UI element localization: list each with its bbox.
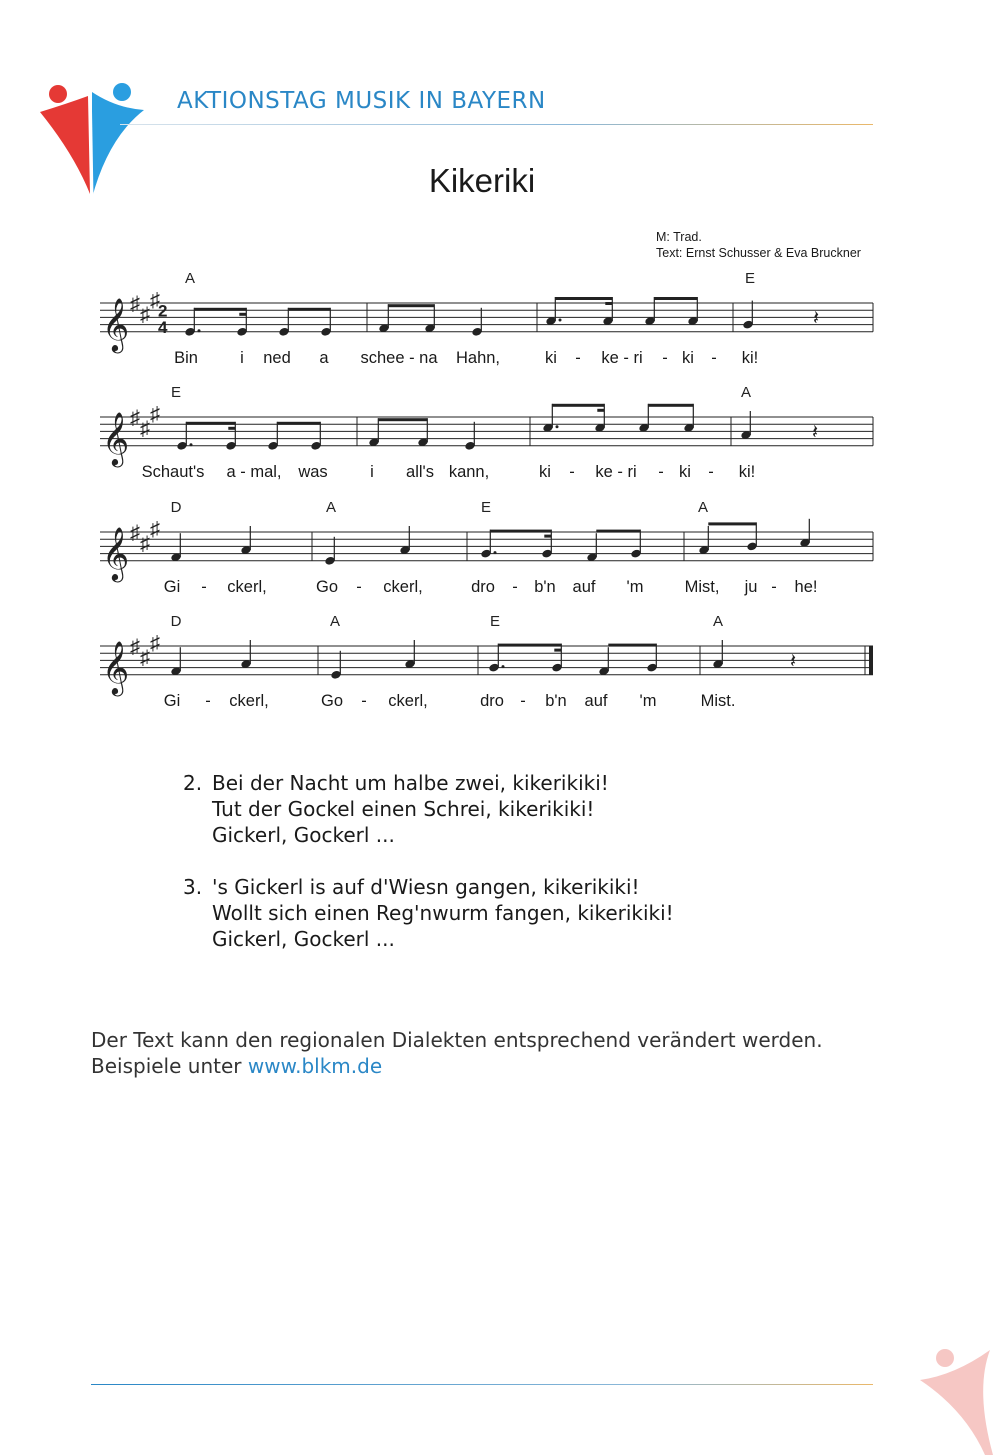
lyric-syllable: Mist. bbox=[700, 691, 736, 710]
lyric-syllable: ke - ri bbox=[595, 462, 637, 481]
lyric-syllable: ju bbox=[744, 577, 758, 596]
verse-line: Tut der Gockel einen Schrei, kikerikiki! bbox=[212, 797, 595, 821]
lyric-syllable: i bbox=[240, 348, 244, 367]
dialect-note bbox=[91, 1027, 823, 1079]
note-beam bbox=[378, 418, 427, 421]
lyric-syllable: Mist, bbox=[684, 577, 720, 596]
song-title: Kikeriki bbox=[428, 162, 536, 199]
note-beam-partial bbox=[228, 427, 235, 430]
music-system-4 bbox=[100, 613, 873, 710]
corner-figure-icon bbox=[915, 1340, 1000, 1455]
lyric-syllable: ki! bbox=[741, 348, 759, 367]
blkm-link[interactable]: www.blkm.de bbox=[247, 1054, 383, 1078]
lyric-syllable: i bbox=[370, 462, 374, 481]
lyric-syllable: Schaut's bbox=[141, 462, 205, 481]
note-prefix: Beispiele unter bbox=[91, 1054, 248, 1078]
lyric-syllable: - bbox=[658, 462, 664, 481]
lyric-syllable: - bbox=[520, 691, 526, 710]
lyric-syllable: - bbox=[708, 462, 714, 481]
note-line-2 bbox=[91, 1053, 823, 1079]
note-beam bbox=[654, 297, 697, 300]
chord-symbol: E bbox=[744, 270, 756, 287]
lyric-syllable: ckerl, bbox=[383, 577, 423, 596]
treble-clef-icon: 𝄞 bbox=[102, 411, 130, 464]
note-dot bbox=[190, 443, 193, 446]
note-dot bbox=[559, 319, 562, 322]
lyric-syllable: ke - ri bbox=[601, 348, 643, 367]
quarter-rest-icon: 𝄽 bbox=[812, 421, 819, 444]
credit-melody: M: Trad. bbox=[656, 230, 702, 244]
note-beam bbox=[708, 522, 756, 525]
lyric-syllable: Hahn, bbox=[455, 348, 501, 367]
lyric-syllable: a bbox=[319, 348, 329, 367]
chord-symbol: A bbox=[325, 499, 337, 516]
credit-text: Text: Ernst Schusser & Eva Bruckner bbox=[656, 246, 861, 260]
lyric-syllable: 'm bbox=[639, 691, 657, 710]
note-dot bbox=[556, 425, 559, 428]
note-beam-partial bbox=[597, 409, 604, 412]
lyric-syllable: ki bbox=[679, 462, 691, 481]
note-beam bbox=[388, 304, 434, 307]
lyric-syllable: ki! bbox=[738, 462, 756, 481]
note-line-1: Der Text kann den regionalen Dialekten entsprechend verändert werden. bbox=[91, 1028, 823, 1052]
additional-verses bbox=[183, 770, 674, 978]
sharp-icon: ♯ bbox=[140, 532, 150, 555]
treble-clef-icon: 𝄞 bbox=[102, 297, 130, 350]
lyric-syllable: kann, bbox=[448, 462, 490, 481]
lyric-syllable: 'm bbox=[626, 577, 644, 596]
music-system-1 bbox=[100, 270, 873, 367]
lyric-syllable: b'n bbox=[545, 691, 567, 710]
chord-symbol: E bbox=[480, 499, 492, 516]
lyric-syllable: ckerl, bbox=[388, 691, 428, 710]
note-beam bbox=[288, 308, 330, 311]
lyric-syllable: Gi bbox=[163, 691, 181, 710]
verse-number: 2. bbox=[183, 771, 203, 795]
note-beam bbox=[277, 422, 320, 425]
lyric-syllable: - bbox=[201, 577, 207, 596]
note-beam bbox=[498, 644, 561, 647]
chord-symbol: A bbox=[329, 613, 341, 630]
lyric-syllable: he! bbox=[794, 577, 818, 596]
final-bar-thick bbox=[869, 646, 873, 675]
note-beam bbox=[648, 404, 693, 407]
note-beam bbox=[555, 297, 612, 300]
treble-clef-icon: 𝄞 bbox=[102, 640, 130, 693]
lyric-syllable: was bbox=[298, 462, 328, 481]
sharp-icon: ♯ bbox=[130, 636, 140, 658]
chord-symbol: A bbox=[184, 270, 196, 287]
lyric-syllable: all's bbox=[406, 462, 434, 481]
lyric-syllable: Bin bbox=[174, 348, 198, 367]
sharp-icon: ♯ bbox=[150, 289, 160, 312]
header-title: AKTIONSTAG MUSIK IN BAYERN bbox=[177, 88, 546, 114]
note-beam bbox=[552, 404, 604, 407]
note-beam bbox=[186, 422, 235, 425]
verse-line: Wollt sich einen Reg'nwurm fangen, kikerikiki! bbox=[212, 901, 674, 925]
note-beam bbox=[194, 308, 246, 311]
lyric-syllable: ckerl, bbox=[227, 577, 267, 596]
verse-number: 3. bbox=[183, 875, 203, 899]
verse-line: Gickerl, Gockerl ... bbox=[212, 823, 395, 847]
footer-divider bbox=[91, 1384, 873, 1385]
lyric-syllable: - bbox=[512, 577, 518, 596]
note-beam bbox=[596, 530, 640, 533]
verse-line: Gickerl, Gockerl ... bbox=[212, 927, 395, 951]
sharp-icon: ♯ bbox=[140, 646, 150, 669]
sharp-icon: ♯ bbox=[130, 293, 140, 315]
lyric-syllable: ckerl, bbox=[229, 691, 269, 710]
lyric-syllable: - bbox=[575, 348, 581, 367]
lyric-syllable: auf bbox=[572, 577, 596, 596]
sharp-icon: ♯ bbox=[150, 632, 160, 655]
verse-line: 's Gickerl is auf d'Wiesn gangen, kikerikiki! bbox=[212, 875, 640, 899]
verse-2 bbox=[183, 770, 674, 848]
quarter-rest-icon: 𝄽 bbox=[790, 650, 797, 673]
chord-symbol: D bbox=[170, 499, 182, 516]
lyric-syllable: - bbox=[356, 577, 362, 596]
note-dot bbox=[502, 665, 505, 668]
chord-symbol: A bbox=[697, 499, 709, 516]
note-beam-partial bbox=[544, 535, 551, 538]
treble-clef-icon: 𝄞 bbox=[102, 526, 130, 579]
note-dot bbox=[494, 551, 497, 554]
sharp-icon: ♯ bbox=[140, 303, 150, 326]
chord-symbol: E bbox=[170, 384, 182, 401]
note-beam-partial bbox=[605, 302, 612, 305]
lyric-syllable: - bbox=[569, 462, 575, 481]
music-system-3 bbox=[100, 499, 873, 596]
note-beam bbox=[608, 644, 656, 647]
lyric-syllable: - bbox=[662, 348, 668, 367]
verse-3 bbox=[183, 874, 674, 952]
lyric-syllable: schee - na bbox=[360, 348, 438, 367]
lyric-syllable: ned bbox=[263, 348, 291, 367]
lyric-syllable: b'n bbox=[534, 577, 556, 596]
chord-symbol: D bbox=[170, 613, 182, 630]
note-dot bbox=[198, 329, 201, 332]
lyric-syllable: - bbox=[361, 691, 367, 710]
lyric-syllable: - bbox=[711, 348, 717, 367]
chord-symbol: A bbox=[712, 613, 724, 630]
time-signature-bottom: 4 bbox=[158, 317, 168, 337]
lyric-syllable: ki bbox=[682, 348, 694, 367]
sharp-icon: ♯ bbox=[150, 518, 160, 541]
sharp-icon: ♯ bbox=[140, 417, 150, 440]
lyric-syllable: a - mal, bbox=[226, 462, 282, 481]
lyric-syllable: ki bbox=[539, 462, 551, 481]
lyric-syllable: dro bbox=[480, 691, 504, 710]
quarter-rest-icon: 𝄽 bbox=[813, 307, 820, 330]
lyric-syllable: Go bbox=[320, 691, 344, 710]
note-beam-partial bbox=[554, 649, 561, 652]
lyric-syllable: Gi bbox=[163, 577, 181, 596]
verse-line: Bei der Nacht um halbe zwei, kikerikiki! bbox=[212, 771, 609, 795]
sharp-icon: ♯ bbox=[150, 403, 160, 426]
sharp-icon: ♯ bbox=[130, 407, 140, 429]
lyric-syllable: - bbox=[205, 691, 211, 710]
sharp-icon: ♯ bbox=[130, 522, 140, 544]
lyric-syllable: auf bbox=[584, 691, 608, 710]
music-system-2 bbox=[100, 384, 873, 481]
note-beam-partial bbox=[239, 313, 246, 316]
chord-symbol: A bbox=[740, 384, 752, 401]
lyric-syllable: dro bbox=[471, 577, 495, 596]
lyric-syllable: - bbox=[771, 577, 777, 596]
lyric-syllable: Go bbox=[315, 577, 339, 596]
time-signature-top: 2 bbox=[158, 301, 168, 321]
chord-symbol: E bbox=[489, 613, 501, 630]
note-beam bbox=[490, 530, 551, 533]
lyric-syllable: ki bbox=[545, 348, 557, 367]
